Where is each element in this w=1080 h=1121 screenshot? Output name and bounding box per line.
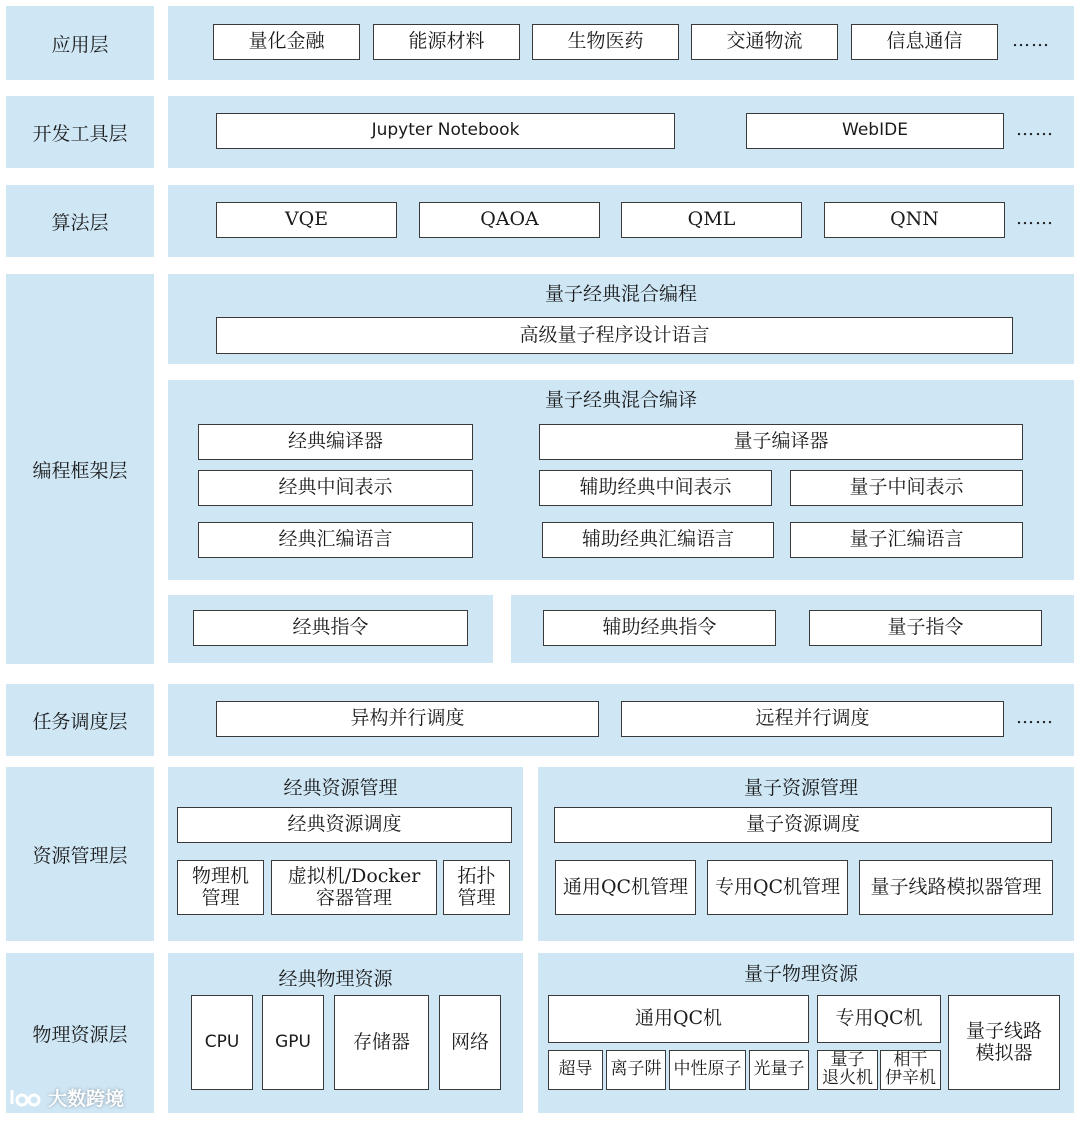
general-qc: 通用QC机 [548, 995, 809, 1043]
circuit-simulator-line1: 量子线路 [965, 1019, 1042, 1042]
topology-mgmt-line1: 拓扑 [457, 864, 496, 887]
quantum-annealer-line1: 量子 [830, 1050, 865, 1071]
quantum-ir: 量子中间表示 [790, 470, 1023, 506]
classical-physical-title: 经典物理资源 [278, 967, 393, 990]
gpu: GPU [262, 995, 324, 1090]
watermark-logo-icon [8, 1086, 42, 1110]
algo-qml: QML [621, 202, 802, 238]
topology-mgmt-line2: 管理 [457, 886, 496, 909]
coherent-ising-machine-line1: 相干 [893, 1050, 928, 1071]
aux-classical-ir: 辅助经典中间表示 [539, 470, 772, 506]
physical-machine-mgmt-line1: 物理机 [191, 864, 249, 887]
quantum-annealer [817, 1050, 878, 1090]
vm-docker-mgmt [271, 860, 437, 915]
special-qc-mgmt: 专用QC机管理 [707, 860, 848, 915]
classical-asm: 经典汇编语言 [198, 522, 473, 558]
algorithm-ellipsis: …… [1016, 208, 1054, 229]
app-item-finance: 量化金融 [213, 24, 360, 60]
layer-label-physical: 物理资源层 [32, 1023, 128, 1046]
algo-qaoa: QAOA [419, 202, 600, 238]
physical-machine-mgmt-line2: 管理 [201, 886, 240, 909]
coherent-ising-machine [880, 1050, 941, 1090]
watermark [8, 1084, 124, 1111]
ion-trap: 离子阱 [606, 1050, 666, 1090]
neutral-atom: 中性原子 [669, 1050, 746, 1090]
layer-label-scheduling: 任务调度层 [32, 710, 128, 733]
physical-machine-mgmt [177, 860, 264, 915]
vm-docker-mgmt-line1: 虚拟机/Docker [287, 864, 421, 887]
classical-mgmt-title: 经典资源管理 [283, 776, 398, 799]
quantum-mgmt-title: 量子资源管理 [743, 776, 858, 799]
scheduling-ellipsis: …… [1016, 707, 1054, 728]
compile-title: 量子经典混合编译 [544, 388, 697, 411]
classical-ir: 经典中间表示 [198, 470, 473, 506]
high-level-language: 高级量子程序设计语言 [216, 317, 1013, 354]
special-qc: 专用QC机 [817, 995, 941, 1043]
layer-label-resource-mgmt: 资源管理层 [32, 844, 128, 867]
remote-parallel-sched: 远程并行调度 [621, 701, 1004, 737]
layer-label-algorithm: 算法层 [51, 211, 109, 234]
layer-label-framework: 编程框架层 [32, 459, 128, 482]
devtools-ellipsis: …… [1016, 119, 1054, 140]
quantum-resource-sched: 量子资源调度 [554, 807, 1052, 843]
app-item-logistics: 交通物流 [691, 24, 838, 60]
app-ellipsis: …… [1012, 30, 1050, 51]
network: 网络 [439, 995, 501, 1090]
aux-classical-asm: 辅助经典汇编语言 [542, 522, 774, 558]
quantum-annealer-line2: 退火机 [822, 1068, 873, 1088]
classical-resource-sched: 经典资源调度 [177, 807, 512, 843]
classical-compiler: 经典编译器 [198, 424, 473, 460]
watermark-text: 大数跨境 [48, 1088, 125, 1110]
simulator-mgmt: 量子线路模拟器管理 [859, 860, 1053, 915]
app-item-energy: 能源材料 [373, 24, 520, 60]
cpu: CPU [191, 995, 253, 1090]
general-qc-mgmt: 通用QC机管理 [555, 860, 696, 915]
circuit-simulator [948, 995, 1060, 1090]
algo-qnn: QNN [824, 202, 1005, 238]
app-item-biomed: 生物医药 [532, 24, 679, 60]
quantum-instr: 量子指令 [809, 610, 1042, 646]
algo-vqe: VQE [216, 202, 397, 238]
layer-label-devtools: 开发工具层 [32, 122, 128, 145]
vm-docker-mgmt-line2: 容器管理 [315, 886, 392, 909]
programming-title: 量子经典混合编程 [544, 282, 697, 305]
quantum-asm: 量子汇编语言 [790, 522, 1023, 558]
quantum-compiler: 量子编译器 [539, 424, 1023, 460]
layer-label-application: 应用层 [51, 33, 109, 56]
devtool-jupyter: Jupyter Notebook [216, 113, 675, 149]
classical-instr: 经典指令 [193, 610, 468, 646]
coherent-ising-machine-line2: 伊辛机 [885, 1068, 936, 1088]
topology-mgmt [443, 860, 510, 915]
circuit-simulator-line2: 模拟器 [975, 1041, 1033, 1064]
devtool-webide: WebIDE [746, 113, 1004, 149]
storage: 存储器 [334, 995, 429, 1090]
hetero-parallel-sched: 异构并行调度 [216, 701, 599, 737]
aux-classical-instr: 辅助经典指令 [543, 610, 776, 646]
quantum-physical-title: 量子物理资源 [743, 962, 858, 985]
photonic: 光量子 [749, 1050, 809, 1090]
app-item-telecom: 信息通信 [851, 24, 998, 60]
superconducting: 超导 [548, 1050, 603, 1090]
